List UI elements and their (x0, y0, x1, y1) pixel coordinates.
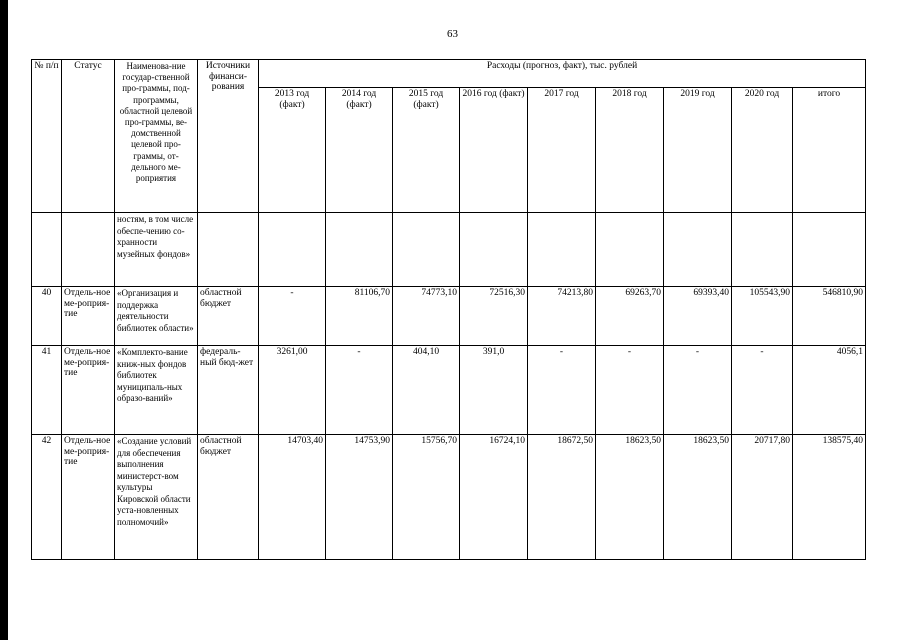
row-value-2013: 14703,40 (259, 435, 326, 560)
row-value-2018: - (596, 346, 664, 435)
row-value-2015: 15756,70 (393, 435, 460, 560)
row-value-2016: 72516,30 (460, 287, 528, 346)
row-value-2017: 18672,50 (528, 435, 596, 560)
row-value-2019: 69393,40 (664, 287, 732, 346)
page-number: 63 (447, 28, 458, 40)
row-value-2014: - (326, 346, 393, 435)
table-row (32, 287, 866, 346)
row-status: Отдель-ное ме-роприя-тие (62, 435, 115, 560)
continuation-source (198, 213, 259, 287)
row-value-2017: - (528, 346, 596, 435)
header-year-2020: 2020 год (732, 88, 793, 213)
row-name: «Создание условий для обеспечения выполнения министерст-вом культуры Кировской области уста-новленных полномочий» (115, 435, 198, 560)
row-value-2016: 391,0 (460, 346, 528, 435)
header-year-2017: 2017 год (528, 88, 596, 213)
row-source: областной бюджет (198, 435, 259, 560)
continuation-row (32, 213, 866, 287)
row-value-2020: 20717,80 (732, 435, 793, 560)
row-status: Отдель-ное ме-роприя-тие (62, 287, 115, 346)
row-num: 40 (32, 287, 62, 346)
row-value-2015: 404,10 (393, 346, 460, 435)
row-value-2013: - (259, 287, 326, 346)
row-value-2018: 18623,50 (596, 435, 664, 560)
continuation-num (32, 213, 62, 287)
row-value-2020: 105543,90 (732, 287, 793, 346)
continuation-status (62, 213, 115, 287)
row-value-2014: 81106,70 (326, 287, 393, 346)
table-row (32, 435, 866, 560)
row-value-2016: 16724,10 (460, 435, 528, 560)
row-name: «Организация и поддержка деятельности библиотек области» (115, 287, 198, 346)
table-row (32, 346, 866, 435)
binding-edge (0, 0, 8, 640)
row-value-2014: 14753,90 (326, 435, 393, 560)
row-total: 4056,1 (793, 346, 866, 435)
header-year-2013: 2013 год (факт) (259, 88, 326, 213)
header-total: итого (793, 88, 866, 213)
header-program-name: Наименова-ние государ-ственной про-граммы, под-программы, областной целевой про-граммы, ве-домственной целевой про-граммы, от-дельного ме-роприятия (115, 60, 198, 213)
row-name: «Комплекто-вание книж-ных фондов библиотек муниципаль-ных образо-ваний» (115, 346, 198, 435)
row-value-2019: - (664, 346, 732, 435)
header-year-2019: 2019 год (664, 88, 732, 213)
row-value-2017: 74213,80 (528, 287, 596, 346)
continuation-name: ностям, в том числе обеспе-чению со-хранности музейных фондов» (115, 213, 198, 287)
header-year-2018: 2018 год (596, 88, 664, 213)
row-total: 138575,40 (793, 435, 866, 560)
row-value-2013: 3261,00 (259, 346, 326, 435)
budget-table (31, 59, 866, 560)
header-year-2015: 2015 год (факт) (393, 88, 460, 213)
row-value-2020: - (732, 346, 793, 435)
row-total: 546810,90 (793, 287, 866, 346)
row-source: федераль-ный бюд-жет (198, 346, 259, 435)
row-num: 41 (32, 346, 62, 435)
header-num: № п/п (32, 60, 62, 213)
row-value-2018: 69263,70 (596, 287, 664, 346)
row-value-2015: 74773,10 (393, 287, 460, 346)
row-source: областной бюджет (198, 287, 259, 346)
row-num: 42 (32, 435, 62, 560)
header-expenses: Расходы (прогноз, факт), тыс. рублей (259, 60, 866, 88)
row-value-2019: 18623,50 (664, 435, 732, 560)
row-status: Отдель-ное ме-роприя-тие (62, 346, 115, 435)
header-funding-source: Источники финанси-рования (198, 60, 259, 213)
header-status: Статус (62, 60, 115, 213)
header-year-2016: 2016 год (факт) (460, 88, 528, 213)
header-year-2014: 2014 год (факт) (326, 88, 393, 213)
